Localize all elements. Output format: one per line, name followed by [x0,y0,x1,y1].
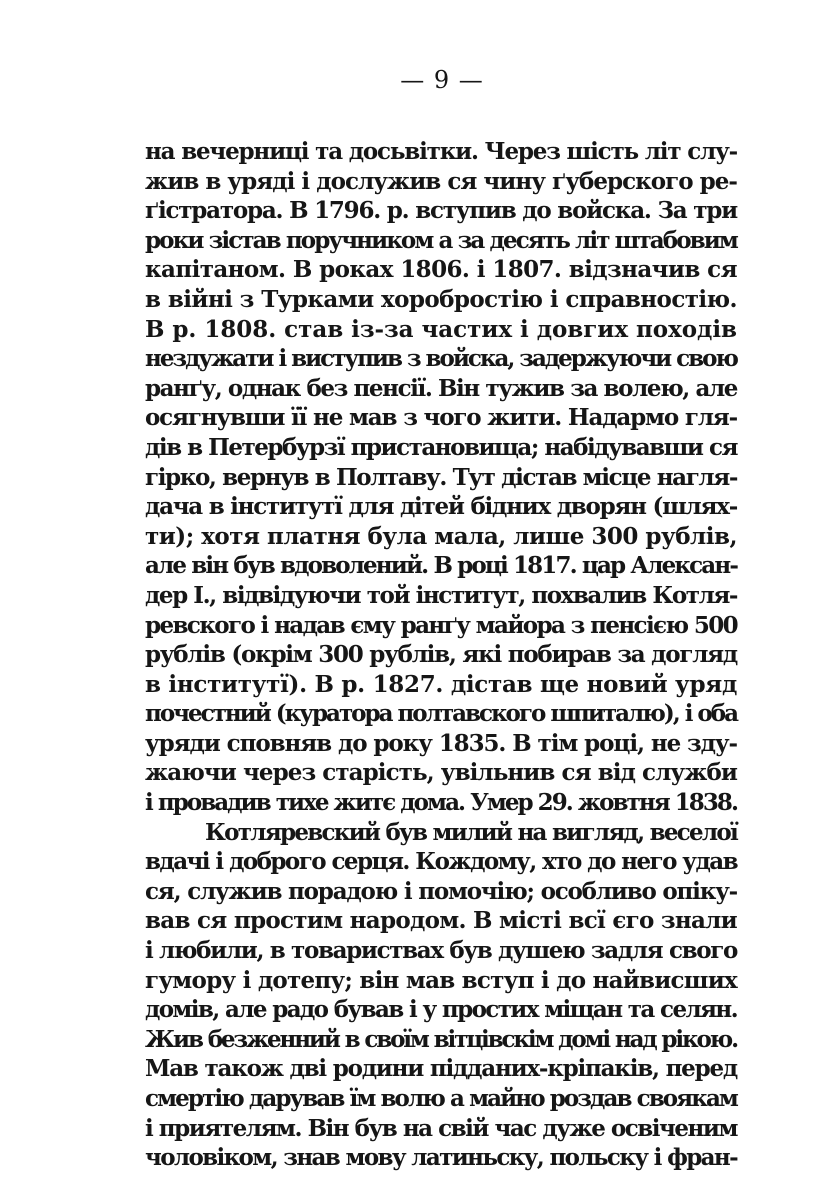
text-line: В р. 1808. став із-за частих і довгих походів [145,315,737,343]
text-line: смертію дарував їм волю а майно роздав своякам [145,1085,737,1112]
text-line: уряди сповняв до року 1835. В тім році, не зду- [145,729,737,757]
text-line: Мав також дві родини підданих-кріпаків, перед [145,1055,737,1083]
text-line: і приятелям. Він був на свій час дуже освіченим [145,1114,737,1142]
text-line: на вечерниці та досьвітки. Через шість літ слу- [145,138,737,165]
text-line: жаючи через старість, увільнив ся від служби [145,759,737,787]
text-line: дів в Петербурзї пристановища; набідувавши ся [145,433,737,461]
text-line: ранґу, однак без пенсії. Він тужив за волею, але [145,374,737,402]
text-line: дача в інститутї для дітей бідних дворян (шлях- [145,493,737,521]
page-number: — 9 — [400,66,484,94]
text-line: рублів (окрім 300 рублів, які побирав за догляд [145,641,737,669]
text-line: в інститутї). В р. 1827. дістав ще новий уряд [145,670,737,698]
text-line: ся, служив порадою і помочію; особливо опіку- [145,877,737,905]
text-line: роки зістав поручником а за десять літ штабовим [145,226,737,254]
paragraph-2 [145,818,737,1173]
paragraph-1 [145,137,737,818]
text-line: жив в уряді і дослужив ся чину ґуберского ре- [145,167,737,195]
text-line: і любили, в товариствах був душею задля свого [145,937,737,965]
text-line: в війні з Турками хоробростію і справностію. [145,285,737,313]
body-text [145,137,737,1173]
text-line: ти); хотя платня була мала, лише 300 рублів, [145,522,737,550]
text-line: капітаном. В роках 1806. і 1807. відзначив ся [145,256,737,284]
text-line: Жив безженний в своїм вітцівскім домі над рікою. [145,1025,737,1053]
text-line: гірко, вернув в Полтаву. Тут дістав місце нагля- [145,463,737,491]
text-line: гумору і дотепу; він мав вступ і до найвисших [145,966,737,994]
text-line: Котляревский був милий на вигляд, веселої [205,818,737,846]
text-line: ґістратора. В 1796. р. вступив до войска. За три [145,197,737,225]
text-line: домів, але радо бував і у простих міщан та селян. [145,996,737,1024]
text-line: але він був вдоволений. В році 1817. цар Алексан- [145,552,737,580]
text-line: і провадив тихе житє дома. Умер 29. жовтня 1838. [145,789,737,817]
text-line: нездужати і виступив з войска, задержуючи свою [145,345,737,373]
text-line: чоловіком, знав мову латиньску, польску і фран- [145,1144,737,1172]
text-line: дер I., відвідуючи той інститут, похвалив Котля- [145,581,737,609]
text-line: осягнувши її не мав з чого жити. Надармо гля- [145,404,737,432]
text-line: почестний (куратора полтавского шпиталю), і оба [145,700,737,728]
text-line: ревского і надав єму ранґу майора з пенсією 500 [145,611,737,639]
text-line: вдачі і доброго серця. Кождому, хто до него удав [145,848,737,876]
text-line: вав ся простим народом. В місті всї єго знали [145,907,737,935]
